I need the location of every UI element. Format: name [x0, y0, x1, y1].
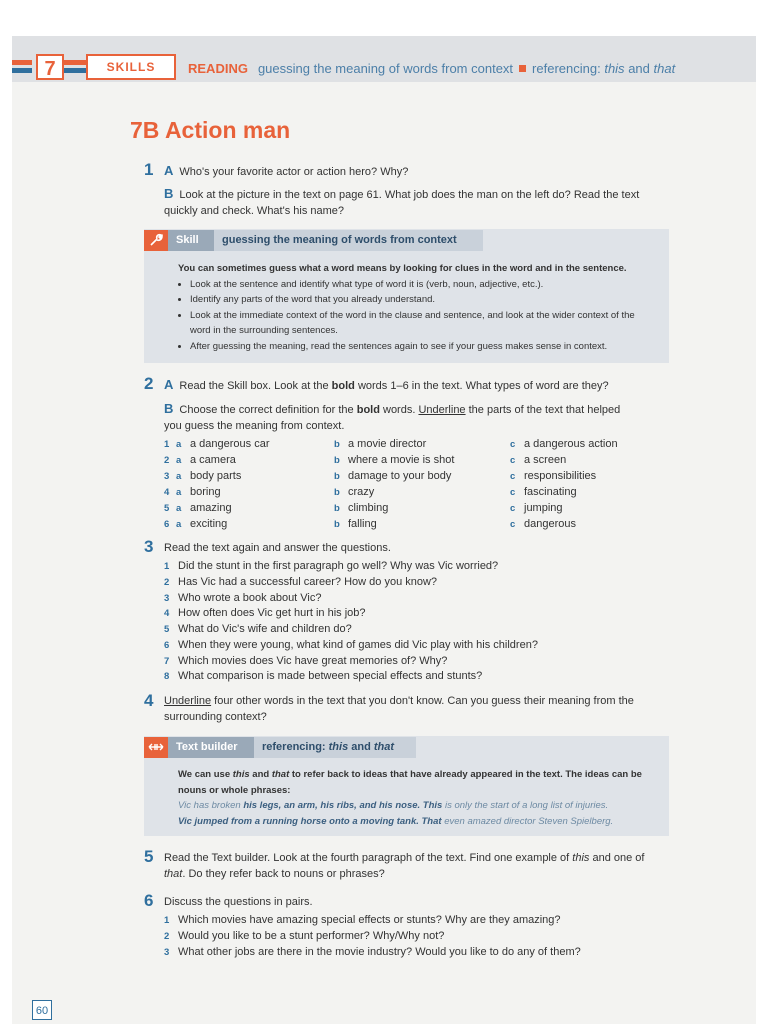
option-a: amazing — [190, 502, 232, 514]
option-letter: a — [176, 503, 182, 514]
exercise-5-text — [164, 851, 659, 882]
exercise-4-body: four other words in the text that you don't know. Can you guess their meaning from the surrounding context? — [164, 695, 634, 723]
option-b: where a movie is shot — [348, 454, 455, 466]
question-item — [164, 560, 498, 572]
exercise-1b-text: Look at the picture in the text on page 61. What job does the man on the left do? Read the text quickly and check. What's his name? — [164, 189, 640, 217]
intro-this: this — [232, 769, 250, 780]
option-c: dangerous — [524, 518, 576, 530]
example-bold: Vic jumped from a running horse onto a moving tank. That — [178, 815, 442, 827]
header-topics — [188, 61, 675, 76]
exercise-4-number: 4 — [144, 691, 154, 710]
exercise-2a-pre: Read the Skill box. Look at the — [179, 380, 329, 392]
option-b-cell — [334, 486, 374, 498]
question-item — [164, 670, 482, 682]
option-letter: b — [334, 471, 340, 482]
question-text: Has Vic had a successful career? How do you know? — [178, 576, 438, 588]
text-builder-example-2 — [178, 814, 648, 830]
exercise-5-mid: and one of — [592, 852, 645, 864]
exercise-2a-letter: A — [164, 377, 174, 392]
text-builder-title-and: and — [351, 741, 371, 753]
skills-label: SKILLS — [86, 54, 176, 80]
wrench-icon — [144, 230, 168, 251]
header-stripe-blue — [12, 68, 32, 73]
example-bold: his legs, an arm, his ribs, and his nose. This — [243, 800, 443, 811]
question-item — [164, 623, 352, 635]
skill-bullet: • After guessing the meaning, read the sentences again to see if your guess makes sense in context. — [190, 339, 648, 355]
exercise-4-text — [164, 694, 654, 725]
exercise-2a-bold: bold — [331, 380, 355, 392]
intro-part: We can use — [178, 769, 231, 780]
question-text: How often does Vic get hurt in his job? — [178, 607, 366, 619]
option-letter: c — [510, 439, 516, 450]
option-letter: b — [334, 519, 340, 530]
question-number: 3 — [164, 947, 170, 958]
question-number: 4 — [164, 608, 170, 619]
option-letter: b — [334, 487, 340, 498]
exercise-1a — [164, 163, 644, 181]
skill-box-title: guessing the meaning of words from context — [214, 230, 483, 251]
option-number: 2 — [164, 455, 170, 466]
focus-1: guessing the meaning of words from context — [257, 61, 514, 76]
question-text: Would you like to be a stunt performer? Why/Why not? — [178, 930, 445, 942]
intro-part: and — [252, 769, 270, 780]
option-c: a dangerous action — [524, 438, 618, 450]
option-letter: c — [510, 503, 516, 514]
option-letter: a — [176, 487, 182, 498]
option-c-cell — [510, 454, 566, 466]
exercise-2-number: 2 — [144, 374, 154, 393]
option-letter: a — [176, 519, 182, 530]
question-item — [164, 639, 538, 651]
option-b-cell — [334, 518, 377, 530]
header-stripe-blue-2 — [62, 68, 88, 73]
exercise-3-number: 3 — [144, 537, 154, 556]
text-builder-body — [178, 767, 648, 829]
text-builder-title-that: that — [373, 741, 395, 753]
skill-box-intro: You can sometimes guess what a word means by looking for clues in the word and in the sentence. — [178, 263, 627, 274]
exercise-4-underline: Underline — [164, 695, 212, 707]
question-text: What other jobs are there in the movie industry? Would you like to do any of them? — [178, 946, 581, 958]
option-row — [164, 438, 270, 450]
option-letter: c — [510, 519, 516, 530]
exercise-2a — [164, 377, 654, 395]
question-number: 2 — [164, 931, 170, 942]
intro-that: that — [271, 769, 290, 780]
option-a: exciting — [190, 518, 228, 530]
exercise-1b-letter: B — [164, 186, 174, 201]
exercise-2b — [164, 401, 634, 434]
option-letter: c — [510, 487, 516, 498]
option-b-cell — [334, 502, 388, 514]
exercise-2b-underline: Underline — [418, 404, 466, 416]
skill-bullet: • Identify any parts of the word that you already understand. — [190, 292, 648, 308]
page-number: 60 — [32, 1000, 52, 1020]
question-number: 2 — [164, 577, 170, 588]
exercise-2b-mid: words. — [383, 404, 416, 416]
option-c: a screen — [524, 454, 567, 466]
focus-2-this: this — [604, 61, 625, 76]
exercise-1a-letter: A — [164, 163, 174, 178]
option-number: 3 — [164, 471, 170, 482]
reading-label: READING — [188, 61, 248, 76]
option-b-cell — [334, 438, 426, 450]
option-c: responsibilities — [524, 470, 597, 482]
option-row — [164, 470, 241, 482]
option-letter: c — [510, 471, 516, 482]
exercise-5-that: that — [164, 867, 183, 880]
option-letter: b — [334, 455, 340, 466]
question-text: When they were young, what kind of games did Vic play with his children? — [178, 639, 538, 651]
text-builder-title-pre: referencing: — [262, 741, 326, 753]
option-b: climbing — [348, 502, 389, 514]
lesson-title: 7B Action man — [130, 117, 291, 143]
option-a: boring — [190, 486, 221, 498]
question-text: What do Vic's wife and children do? — [178, 623, 352, 635]
exercise-6-text: Discuss the questions in pairs. — [164, 896, 313, 908]
option-c: jumping — [524, 502, 563, 514]
option-b: damage to your body — [348, 470, 452, 482]
question-item — [164, 655, 447, 667]
option-number: 1 — [164, 439, 170, 450]
header-stripe-orange-2 — [62, 60, 88, 65]
text-builder-label: Text builder — [168, 737, 254, 758]
option-letter: b — [334, 503, 340, 514]
option-c-cell — [510, 486, 577, 498]
exercise-2b-bold: bold — [356, 404, 380, 416]
question-text: What comparison is made between special effects and stunts? — [178, 670, 483, 682]
question-number: 1 — [164, 561, 170, 572]
option-b-cell — [334, 470, 451, 482]
option-a: body parts — [190, 470, 242, 482]
option-letter: a — [176, 439, 182, 450]
exercise-2b-pre: Choose the correct definition for the — [179, 404, 354, 416]
question-item — [164, 946, 581, 958]
exercise-6-number: 6 — [144, 891, 154, 910]
option-c-cell — [510, 518, 576, 530]
option-a: a dangerous car — [190, 438, 270, 450]
exercise-1-number: 1 — [144, 160, 154, 179]
question-item — [164, 607, 366, 619]
example-part: Vic has broken — [178, 800, 241, 811]
skill-box-bullets — [178, 277, 648, 355]
text-builder-intro — [178, 767, 648, 798]
focus-2-that: that — [653, 61, 676, 76]
option-b: crazy — [348, 486, 375, 498]
exercise-2b-post: the parts of the text that helped you guess the meaning from context. — [164, 404, 621, 432]
option-c-cell — [510, 502, 563, 514]
question-item — [164, 592, 322, 604]
skill-bullet: • Look at the immediate context of the word in the clause and sentence, and look at the wider context of the word in the surrounding sentences. — [190, 308, 648, 339]
option-letter: b — [334, 439, 340, 450]
option-letter: a — [176, 455, 182, 466]
example-part: is only the start of a long list of injuries. — [444, 800, 609, 811]
option-row — [164, 502, 232, 514]
option-letter: a — [176, 471, 182, 482]
header-stripe-orange — [12, 60, 32, 65]
text-builder-title — [254, 737, 416, 758]
option-letter: c — [510, 455, 516, 466]
exercise-2b-letter: B — [164, 401, 174, 416]
example-part: even amazed director Steven Spielberg. — [444, 815, 614, 827]
option-c: fascinating — [524, 486, 577, 498]
text-builder-title-this: this — [328, 741, 349, 753]
question-item — [164, 576, 437, 588]
option-number: 5 — [164, 503, 170, 514]
focus-2-and: and — [628, 61, 650, 76]
exercise-5-this: this — [572, 852, 590, 864]
skill-bullet: • Look at the sentence and identify what type of word it is (verb, noun, adjective, etc.). — [190, 277, 648, 293]
option-c-cell — [510, 470, 596, 482]
exercise-5-post: . Do they refer back to nouns or phrases? — [182, 867, 385, 880]
option-number: 4 — [164, 487, 170, 498]
exercise-5-number: 5 — [144, 847, 154, 866]
question-number: 6 — [164, 640, 170, 651]
question-number: 8 — [164, 671, 170, 682]
question-number: 7 — [164, 656, 170, 667]
question-text: Which movies have amazing special effects or stunts? Why are they amazing? — [178, 914, 561, 926]
option-b: falling — [348, 518, 377, 530]
skill-box-label: Skill — [168, 230, 214, 251]
arrows-icon — [144, 737, 168, 758]
exercise-1a-text: Who's your favorite actor or action hero? Why? — [179, 166, 409, 178]
question-text: Which movies does Vic have great memories of? Why? — [178, 655, 448, 667]
exercise-1b — [164, 186, 644, 219]
option-b: a movie director — [348, 438, 427, 450]
option-row — [164, 454, 236, 466]
question-item — [164, 914, 561, 926]
question-text: Did the stunt in the first paragraph go well? Why was Vic worried? — [178, 560, 499, 572]
exercise-3-text: Read the text again and answer the questions. — [164, 542, 391, 554]
intro-part: to refer back to ideas that have already appeared in the text. The ideas can be nouns or whole phrases: — [178, 769, 642, 796]
option-number: 6 — [164, 519, 170, 530]
focus-2-pre: referencing: — [532, 61, 601, 76]
square-bullet-icon — [519, 65, 526, 72]
question-item — [164, 930, 444, 942]
question-number: 5 — [164, 624, 170, 635]
option-b-cell — [334, 454, 454, 466]
option-row — [164, 518, 227, 530]
unit-number: 7 — [36, 54, 64, 80]
skill-box-body — [178, 261, 648, 354]
option-row — [164, 486, 221, 498]
option-c-cell — [510, 438, 618, 450]
question-text: Who wrote a book about Vic? — [178, 592, 322, 604]
option-a: a camera — [190, 454, 236, 466]
question-number: 3 — [164, 593, 170, 604]
question-number: 1 — [164, 915, 170, 926]
exercise-5-pre: Read the Text builder. Look at the fourth paragraph of the text. Find one example of — [164, 852, 570, 864]
exercise-2a-post: words 1–6 in the text. What types of word are they? — [357, 380, 609, 392]
text-builder-example-1 — [178, 798, 648, 814]
